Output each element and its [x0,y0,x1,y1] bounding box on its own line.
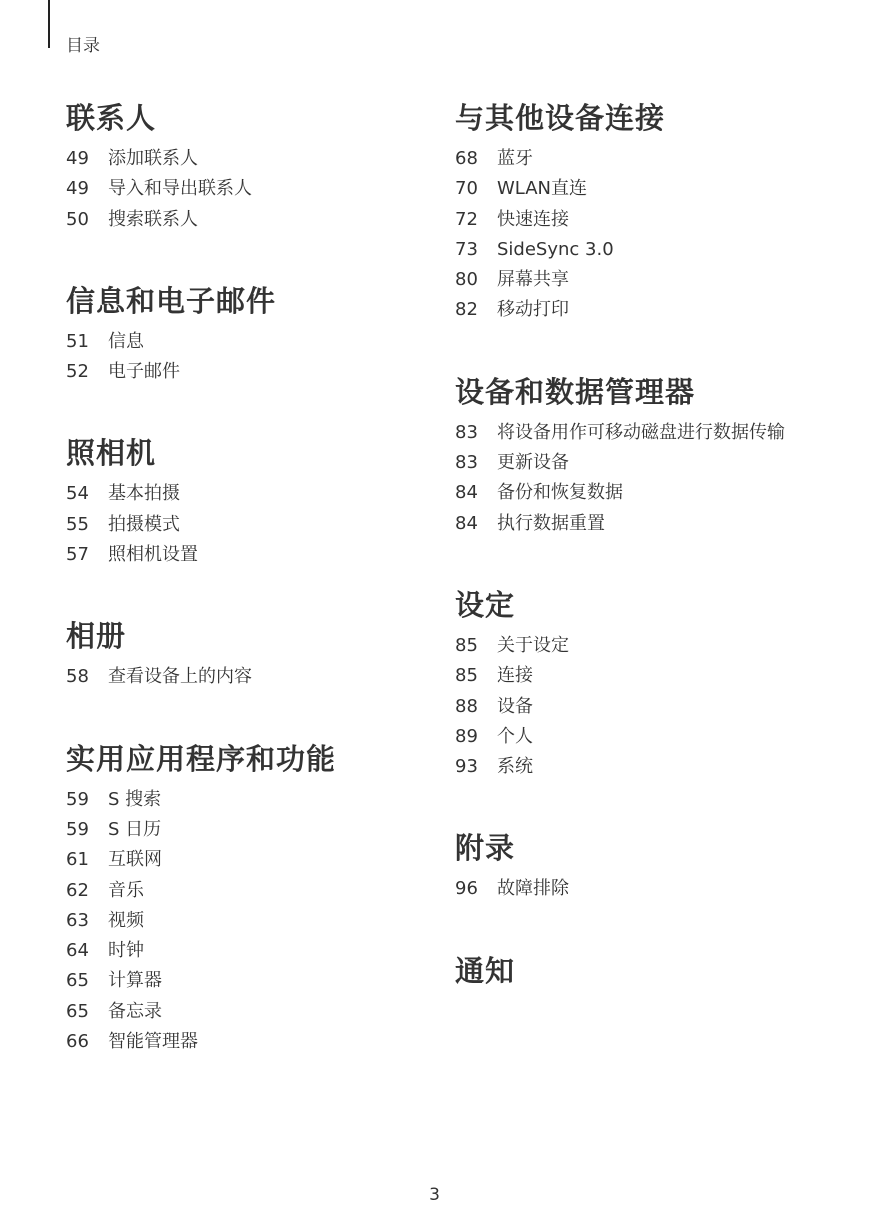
toc-entry[interactable] [66,906,436,936]
entry-page: 70 [455,178,478,200]
toc-right-column [455,96,825,1037]
entry-page: 65 [66,1000,89,1022]
entry-text: 屏幕共享 [497,269,569,291]
entry-page: 72 [455,208,478,230]
entry-page: 85 [455,634,478,656]
entry-text: 查看设备上的内容 [108,666,252,688]
entry-text: SideSync 3.0 [497,238,614,260]
section-title: 相册 [66,619,127,654]
entry-text: WLAN直连 [497,178,588,200]
entry-page: 59 [66,788,89,810]
toc-section-gallery [66,614,436,692]
entry-page: 83 [455,421,478,443]
entry-text: 智能管理器 [108,1031,198,1053]
toc-entry[interactable] [66,479,436,509]
entry-text: S 日历 [108,818,162,840]
entry-page: 96 [455,878,478,900]
toc-section-device-data-manager [455,370,825,539]
entry-page: 50 [66,208,89,230]
entry-page: 84 [455,482,478,504]
entry-page: 93 [455,756,478,778]
toc-entry[interactable] [66,1027,436,1057]
entry-text: S 搜索 [108,788,162,810]
toc-entry[interactable] [66,876,436,906]
section-title: 附录 [455,831,516,866]
entry-page: 66 [66,1031,89,1053]
toc-entry[interactable] [66,540,436,570]
toc-section-appendix [455,826,825,904]
section-title: 设备和数据管理器 [455,374,696,409]
entry-page: 65 [66,970,89,992]
entry-page: 54 [66,483,89,505]
entry-text: 故障排除 [497,878,569,900]
entry-page: 57 [66,544,89,566]
toc-section-notice [455,949,825,993]
entry-text: 互联网 [108,849,162,871]
toc-entry[interactable] [66,205,436,235]
entry-text: 添加联系人 [108,148,198,169]
toc-entry[interactable] [455,661,825,691]
toc-entry[interactable] [66,144,436,174]
entry-page: 84 [455,512,478,534]
entry-text: 计算器 [108,970,162,992]
page-number: 3 [429,1185,440,1205]
toc-entry[interactable] [455,509,825,539]
entry-page: 68 [455,148,478,169]
entry-text: 基本拍摄 [108,483,180,505]
toc-entry[interactable] [455,478,825,508]
entry-page: 80 [455,269,478,291]
toc-section-camera [66,431,436,570]
entry-text: 时钟 [108,940,144,962]
entry-text: 拍摄模式 [108,513,180,535]
entry-text: 蓝牙 [497,148,533,169]
entry-page: 85 [455,665,478,687]
entry-text: 设备 [497,695,533,717]
entry-text: 快速连接 [497,208,569,230]
entry-text: 搜索联系人 [108,208,198,230]
entry-text: 备忘录 [108,1000,162,1022]
toc-entry[interactable] [455,418,825,448]
toc-section-connectivity [455,96,825,326]
toc-entry[interactable] [66,174,436,204]
toc-entry[interactable] [455,752,825,782]
entry-page: 83 [455,452,478,474]
section-title: 实用应用程序和功能 [66,741,337,776]
toc-entry[interactable] [455,692,825,722]
entry-text: 个人 [497,725,533,747]
toc-section-settings [455,583,825,782]
entry-text: 系统 [497,756,533,778]
entry-text: 关于设定 [497,634,569,656]
header-rule [48,0,50,48]
section-title: 与其他设备连接 [455,101,666,135]
entry-text: 执行数据重置 [497,512,605,534]
toc-entry[interactable] [455,265,825,295]
toc-entry[interactable] [455,235,825,265]
header-label: 目录 [66,36,100,56]
entry-text: 导入和导出联系人 [108,178,252,200]
entry-text: 信息 [108,330,144,352]
entry-page: 73 [455,238,478,260]
toc-entry[interactable] [66,327,436,357]
toc-entry[interactable] [66,815,436,845]
toc-section-contacts [66,96,436,235]
entry-page: 55 [66,513,89,535]
entry-text: 更新设备 [497,452,569,474]
entry-text: 电子邮件 [108,361,180,383]
toc-left-column [66,96,436,1101]
toc-section-messages [66,279,436,388]
toc-entry[interactable] [66,997,436,1027]
entry-text: 音乐 [108,879,144,901]
entry-text: 视频 [108,909,144,931]
entry-page: 49 [66,178,89,200]
toc-entry[interactable] [455,631,825,661]
toc-entry[interactable] [66,510,436,540]
entry-text: 连接 [497,665,533,687]
toc-entry[interactable] [455,205,825,235]
toc-entry[interactable] [455,874,825,904]
entry-page: 89 [455,725,478,747]
toc-entry[interactable] [66,662,436,692]
toc-entry[interactable] [455,144,825,174]
entry-page: 49 [66,148,89,169]
section-title: 照相机 [66,436,157,471]
entry-page: 58 [66,666,89,688]
toc-entry[interactable] [455,448,825,478]
entry-page: 59 [66,818,89,840]
toc-entry[interactable] [66,785,436,815]
entry-page: 64 [66,940,89,962]
entry-text: 照相机设置 [108,544,198,566]
entry-page: 52 [66,361,89,383]
toc-entry[interactable] [66,966,436,996]
toc-entry[interactable] [455,295,825,325]
section-title: 联系人 [66,101,157,135]
entry-page: 51 [66,330,89,352]
section-title[interactable]: 通知 [455,953,516,988]
section-title: 信息和电子邮件 [66,283,277,318]
entry-page: 82 [455,299,478,321]
section-title: 设定 [455,587,516,622]
toc-section-utilities [66,737,436,1058]
toc-entry[interactable] [455,174,825,204]
entry-text: 将设备用作可移动磁盘进行数据传输 [497,421,785,443]
toc-entry[interactable] [455,722,825,752]
entry-page: 88 [455,695,478,717]
entry-page: 61 [66,849,89,871]
entry-text: 移动打印 [497,299,569,321]
toc-entry[interactable] [66,357,436,387]
entry-page: 63 [66,909,89,931]
entry-page: 62 [66,879,89,901]
toc-entry[interactable] [66,845,436,875]
toc-entry[interactable] [66,936,436,966]
entry-text: 备份和恢复数据 [497,482,623,504]
